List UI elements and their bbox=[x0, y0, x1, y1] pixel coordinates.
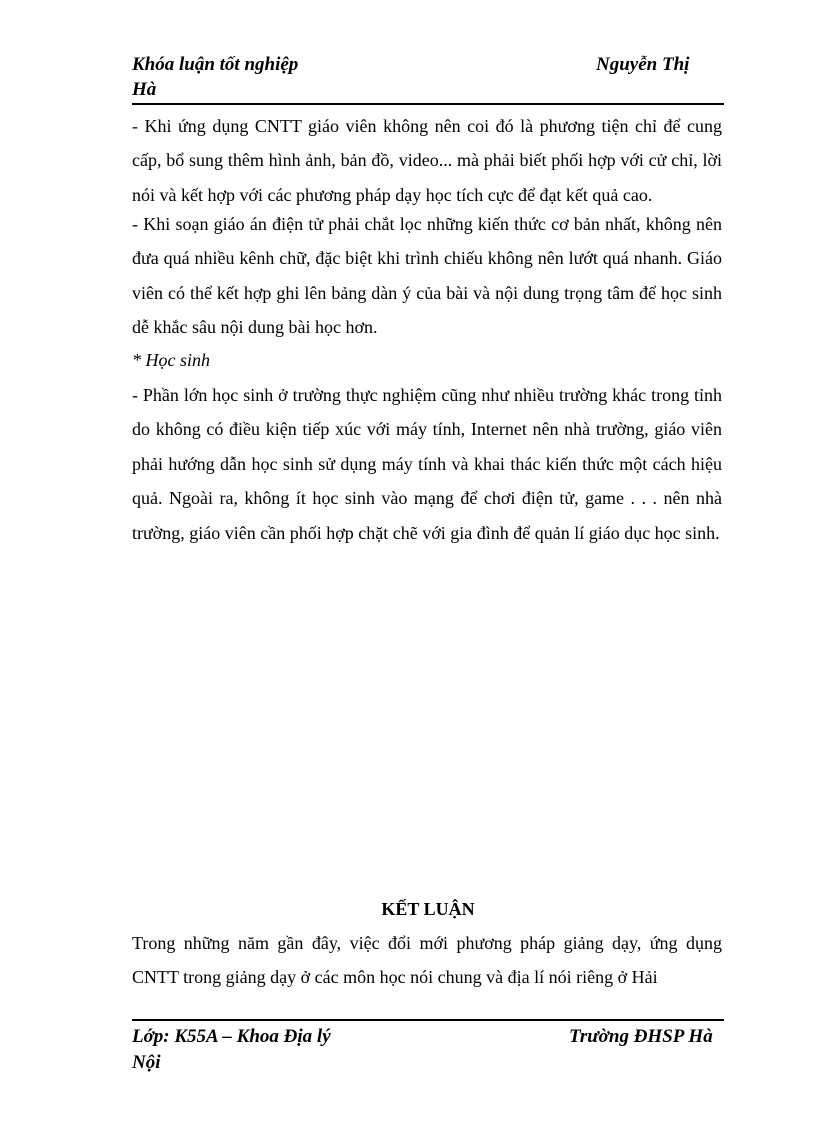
header-thesis-title: Khóa luận tốt nghiệp bbox=[132, 54, 299, 75]
footer-university-continuation: Nội bbox=[132, 1052, 161, 1073]
header-rule bbox=[132, 103, 724, 105]
paragraph-conclusion: Trong những năm gần đây, việc đổi mới phương pháp giảng dạy, ứng dụng CNTT trong giảng dạy ở các môn học nói chung và địa lí nói riêng ở Hải bbox=[132, 933, 722, 988]
header-author-name: Nguyễn Thị bbox=[596, 54, 690, 75]
footer-rule bbox=[132, 1019, 724, 1021]
footer-university: Trường ĐHSP Hà bbox=[569, 1026, 713, 1047]
footer-class-faculty: Lớp: K55A – Khoa Địa lý bbox=[132, 1026, 331, 1047]
subheading-students: * Học sinh bbox=[132, 350, 210, 370]
section-title-conclusion: KẾT LUẬN bbox=[381, 899, 475, 919]
header-author-name-continuation: Hà bbox=[132, 79, 157, 100]
paragraph-students: - Phần lớn học sinh ở trường thực nghiệm cũng như nhiều trường khác trong tỉnh do không có điều kiện tiếp xúc với máy tính, Internet nên nhà trường, giáo viên phải hướng dẫn học sinh sử dụng máy tính và khai thác kiến thức một cách hiệu quả. Ngoài ra, không ít học sinh vào mạng để chơi điện tử, game . . . nên nhà trường, giáo viên cần phối hợp chặt chẽ với gia đình để quản lí giáo dục học sinh. bbox=[132, 385, 722, 543]
paragraph-teacher-ict-use: - Khi ứng dụng CNTT giáo viên không nên coi đó là phương tiện chỉ để cung cấp, bổ sung thêm hình ảnh, bản đồ, video... mà phải biết phối hợp với cử chỉ, lời nói và kết hợp với các phương pháp dạy học tích cực để đạt kết quả cao. bbox=[132, 116, 722, 205]
paragraph-lesson-plan: - Khi soạn giáo án điện tử phải chắt lọc những kiến thức cơ bản nhất, không nên đưa quá nhiều kênh chữ, đặc biệt khi trình chiếu không nên lướt quá nhanh. Giáo viên có thể kết hợp ghi lên bảng dàn ý của bài và nội dung trọng tâm để học sinh dễ khắc sâu nội dung bài học hơn. bbox=[132, 214, 722, 338]
